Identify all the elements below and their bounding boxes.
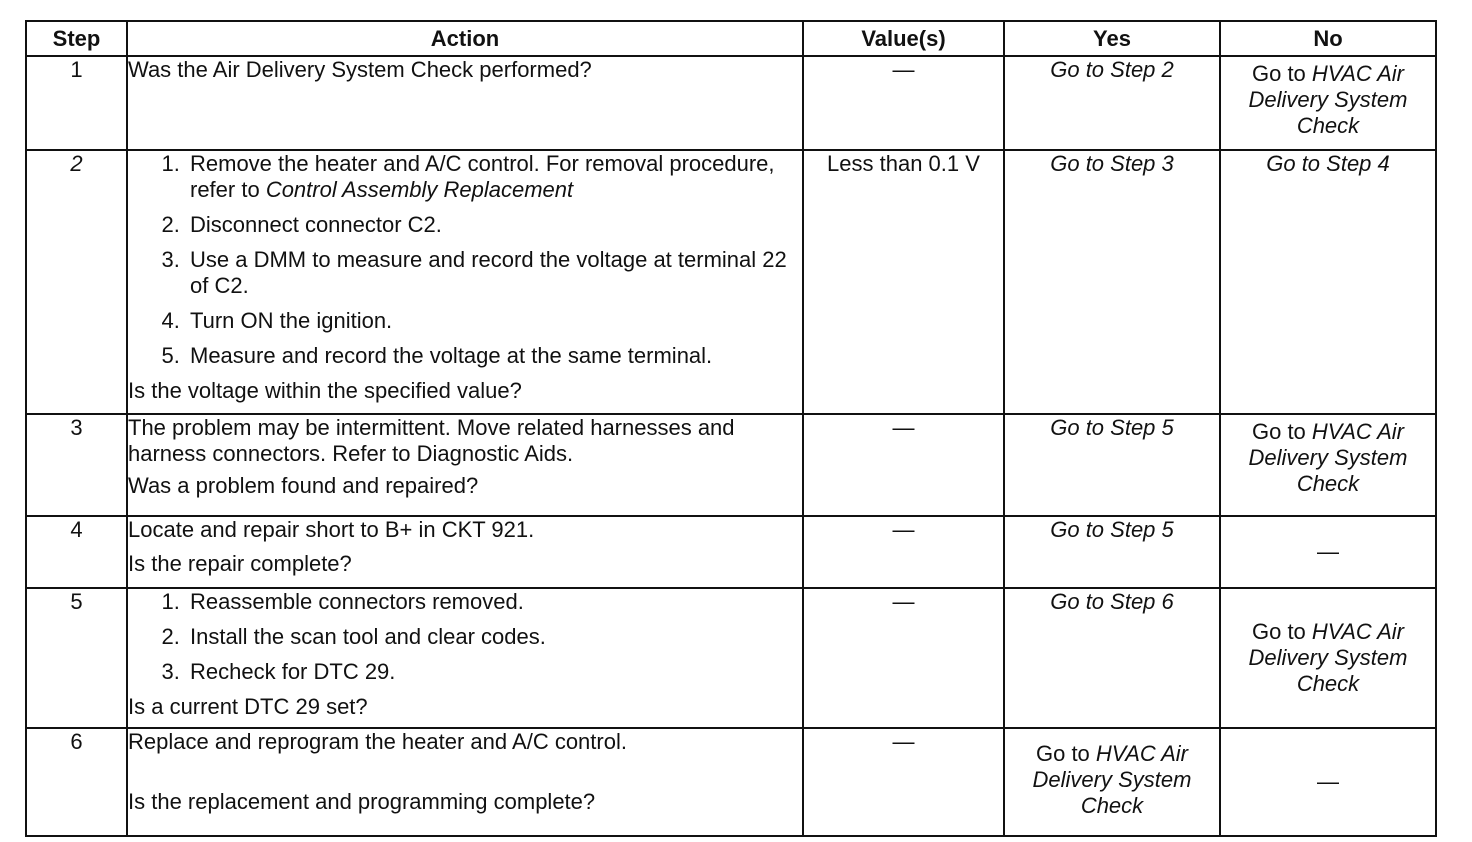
action-question: Is a current DTC 29 set? [128,694,368,719]
yes-cell[interactable] [1004,150,1220,414]
action-step: 1. Remove the heater and A/C control. For removal procedure, refer to Control Assembly Replacement [186,151,802,203]
step-number: 5 [26,588,127,728]
no-link[interactable]: HVAC Air Delivery System Check [1248,61,1408,138]
yes-link[interactable]: Go to Step 6 [1050,589,1174,614]
action-question: Is the repair complete? [128,551,352,576]
procedure-link[interactable]: Control Assembly Replacement [265,177,574,202]
action-cell [127,728,803,836]
action-step: 3. Use a DMM to measure and record the voltage at terminal 22 of C2. [186,247,802,299]
table-row [26,414,1436,516]
table-row [26,516,1436,588]
yes-cell[interactable] [1004,728,1220,836]
no-cell[interactable] [1220,414,1436,516]
action-question: Was the Air Delivery System Check performed? [128,57,592,82]
yes-link[interactable]: HVAC Air Delivery System Check [1032,741,1192,818]
table-row [26,728,1436,836]
no-cell: — [1220,516,1436,588]
no-link[interactable]: Go to Step 4 [1266,151,1390,176]
yes-cell[interactable] [1004,56,1220,150]
no-cell[interactable] [1220,56,1436,150]
action-cell [127,588,803,728]
yes-link[interactable]: Go to Step 5 [1050,415,1174,440]
action-question: Was a problem found and repaired? [128,473,479,498]
no-cell[interactable] [1220,150,1436,414]
step-number: 4 [26,516,127,588]
table-row [26,150,1436,414]
step-number: 3 [26,414,127,516]
action-cell [127,150,803,414]
yes-prefix: Go to [1035,741,1096,766]
action-step: 2. Install the scan tool and clear codes. [186,624,802,650]
action-text: Locate and repair short to B+ in CKT 921. [128,517,535,542]
no-link[interactable]: HVAC Air Delivery System Check [1248,419,1408,496]
action-cell [127,56,803,150]
diagnostic-table [25,20,1437,837]
action-question: Is the voltage within the specified value? [128,378,522,403]
table-header-row [26,21,1436,56]
value-cell: — [803,516,1004,588]
yes-cell[interactable] [1004,516,1220,588]
action-text: Replace and reprogram the heater and A/C control. [128,729,627,754]
header-no: No [1220,21,1436,56]
header-values: Value(s) [803,21,1004,56]
value-cell: — [803,56,1004,150]
step-number: 1 [26,56,127,150]
no-prefix: Go to [1251,619,1312,644]
yes-cell[interactable] [1004,588,1220,728]
header-step: Step [26,21,127,56]
value-cell: — [803,414,1004,516]
action-question: Is the replacement and programming complete? [128,789,596,814]
yes-link[interactable]: Go to Step 5 [1050,517,1174,542]
no-prefix: Go to [1251,61,1312,86]
table-row [26,588,1436,728]
action-text: The problem may be intermittent. Move related harnesses and harness connectors. Refer to Diagnostic Aids. [128,415,735,466]
value-cell: Less than 0.1 V [803,150,1004,414]
action-step: 1. Reassemble connectors removed. [186,589,802,615]
yes-link[interactable]: Go to Step 3 [1050,151,1174,176]
header-action: Action [127,21,803,56]
action-cell [127,516,803,588]
no-prefix: Go to [1251,419,1312,444]
value-cell: — [803,728,1004,836]
header-yes: Yes [1004,21,1220,56]
no-link[interactable]: HVAC Air Delivery System Check [1248,619,1408,696]
action-steps-list [128,589,802,685]
no-cell[interactable] [1220,588,1436,728]
no-cell: — [1220,728,1436,836]
action-steps-list [128,151,802,369]
value-cell: — [803,588,1004,728]
step-number: 6 [26,728,127,836]
yes-link[interactable]: Go to Step 2 [1050,57,1174,82]
yes-cell[interactable] [1004,414,1220,516]
action-cell [127,414,803,516]
table-row [26,56,1436,150]
action-step: 4. Turn ON the ignition. [186,308,802,334]
action-step: 5. Measure and record the voltage at the same terminal. [186,343,802,369]
action-step: 3. Recheck for DTC 29. [186,659,802,685]
step-number: 2 [26,150,127,414]
action-step: 2. Disconnect connector C2. [186,212,802,238]
